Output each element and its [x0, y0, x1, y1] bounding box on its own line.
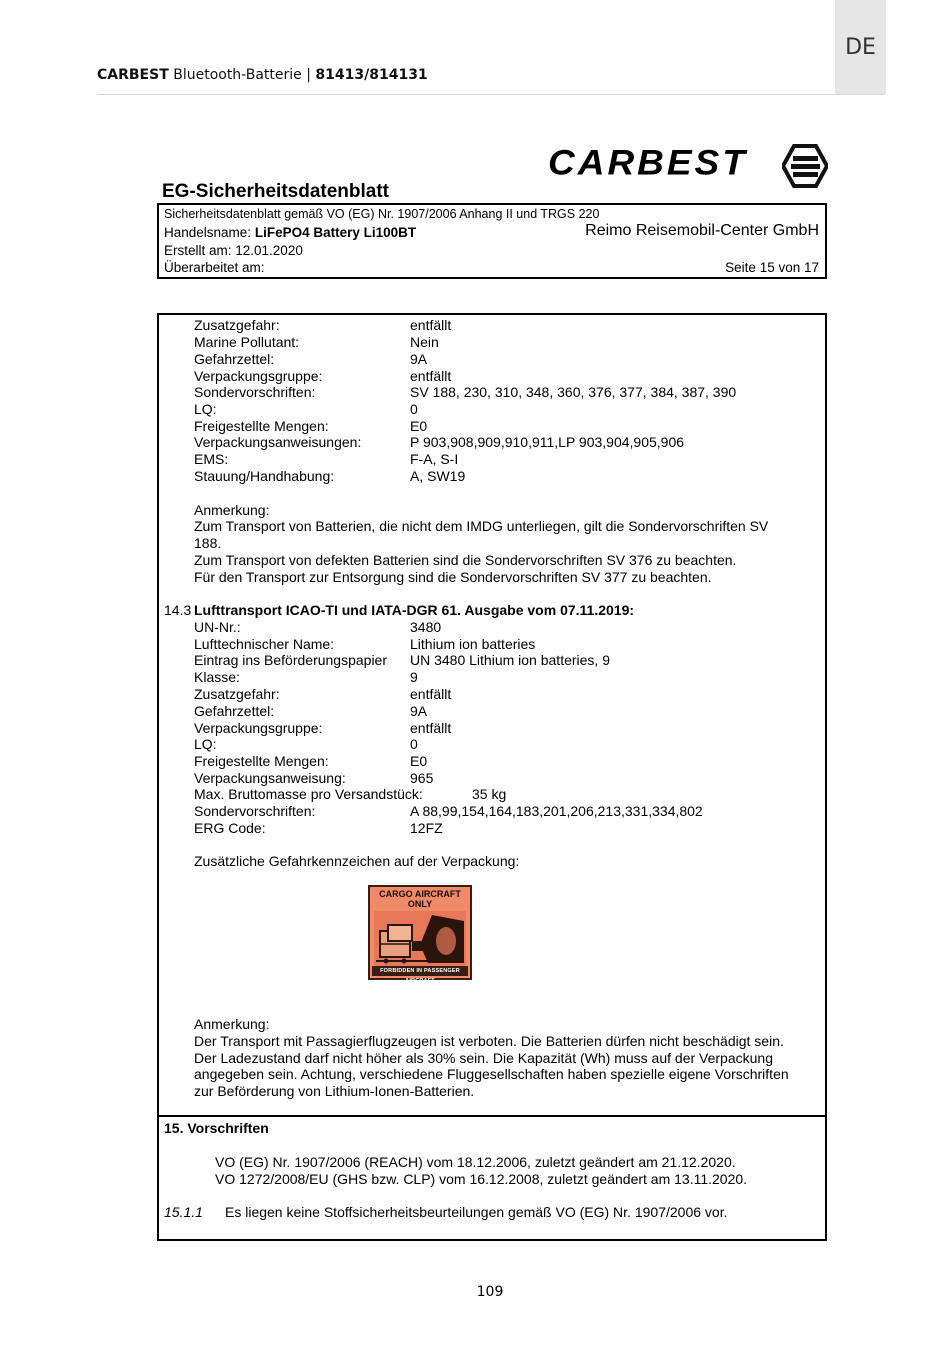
- regulation-line: VO (EG) Nr. 1907/2006 (REACH) vom 18.12.2006, zuletzt geändert am 21.12.2020.: [215, 1154, 736, 1170]
- trade-name-value: LiFePO4 Battery Li100BT: [254, 225, 417, 240]
- header-brand: CARBEST: [97, 67, 169, 83]
- revised-date: Überarbeitet am:: [164, 260, 265, 275]
- page-number: 109: [476, 1284, 504, 1300]
- cargo-aircraft-only-label: [368, 885, 472, 984]
- extra-hazard-marks-text: Zusätzliche Gefahrkennzeichen auf der Verpackung:: [194, 853, 520, 869]
- sheet-title: EG-Sicherheitsdatenblatt: [162, 181, 389, 202]
- air-note-line: Der Ladezustand darf nicht höher als 30% sein. Die Kapazität (Wh) muss auf der Verpackung: [194, 1050, 773, 1066]
- air-note-title: Anmerkung:: [194, 1016, 270, 1032]
- section-divider: [159, 1115, 825, 1117]
- trade-name-line: [164, 225, 416, 240]
- header-product: Bluetooth-Batterie: [173, 67, 302, 83]
- sea-note-line: Zum Transport von Batterien, die nicht dem IMDG unterliegen, gilt die Sondervorschriften SV: [194, 518, 769, 534]
- created-date: Erstellt am: 12.01.2020: [164, 243, 303, 258]
- air-section-number: 14.3: [164, 602, 192, 618]
- company-name: Reimo Reisemobil-Center GmbH: [585, 222, 819, 239]
- cargo-aircraft-icon: [374, 911, 466, 966]
- sea-note-line: Zum Transport von defekten Batterien sind die Sondervorschriften SV 376 zu beachten.: [194, 552, 737, 568]
- logo-emblem-icon: [782, 144, 828, 188]
- header-divider: [97, 94, 885, 95]
- air-section-title: Lufttransport ICAO-TI und IATA-DGR 61. Ausgabe vom 07.11.2019:: [194, 602, 635, 618]
- content-box: Zusatzgefahr: entfällt Marine Pollutant: Nein Gefahrzettel: 9A Verpackungsgruppe: entfällt Sondervorschriften: SV 188, 230, 310, 348, 360, 376, 377, 384, 387, 390 LQ: 0 Freigestellte Mengen: E0 Verpackungsanweisungen: P 903,908,909,910,911,LP 903,904,905,906 EMS: F-A, S-I Stauung/Handhabung: A, SW19 Anmerkung: Zum Transport von Batterien, die nicht dem IMDG unterliegen, gilt die Sondervorschriften SV 188. Zum Transport von defekten Batterien sind die Sondervorschriften SV 376 zu beachten. Für den Transport zur Entsorgung sind die Sondervorschriften SV 377 zu beachten. 14.3 Lufttransport ICAO-TI und IATA-DGR 61. Ausgabe vom 07.11.2019: UN-Nr.: 3480 Lufttechnischer Name: Lithium ion batteries Eintrag ins Beförderungspapier UN 3480 Lithium ion batteries, 9 Klasse: 9 Zusatzgefahr: entfällt Gefahrzettel: 9A Verpackungsgruppe: entfällt LQ: 0 Freigestellte Mengen: E0 Verpackungsanweisung: 965 Max. Bruttomasse pro Versandstück: 35 kg Sondervorschriften: A 88,99,154,164,183,201,206,213,331,334,802 ERG Code: 12FZ Zusätzliche Gefahrkennzeichen auf der Verpackung: CARGO AIRCRAFT ONLY FORBIDDEN IN PASSENGER AIRCRAFT Anmerkung: Der Transport mit Passagierflugzeugen ist verboten. Die Batterien dürfen nicht beschädigt sein. Der Ladezustand darf nicht höher als 30% sein. Die Kapazität (Wh) muss auf der Verpackung angegeben sein. Achtung, verschiedene Fluggesellschaften haben spezielle eigene Vorschriften zur Beförderung von Lithium-Ionen-Batterien. 15. Vorschriften VO (EG) Nr. 1907/2006 (REACH) vom 18.12.2006, zuletzt geändert am 21.12.2020. VO 1272/2008/EU (GHS bzw. CLP) vom 16.12.2008, zuletzt geändert am 13.11.2020. 15.1.1 Es liegen keine Stoffsicherheitsbeurteilungen gemäß VO (EG) Nr. 1907/2006 vor.: [157, 313, 827, 1241]
- logo-wordmark: CARBEST: [548, 143, 748, 182]
- sea-note-line: Für den Transport zur Entsorgung sind die Sondervorschriften SV 377 zu beachten.: [194, 569, 712, 585]
- subsection-text: Es liegen keine Stoffsicherheitsbeurteilungen gemäß VO (EG) Nr. 1907/2006 vor.: [225, 1204, 728, 1220]
- running-header: [97, 67, 428, 83]
- regulation-line: VO 1272/2008/EU (GHS bzw. CLP) vom 16.12.2008, zuletzt geändert am 13.11.2020.: [215, 1171, 748, 1187]
- header-models: 81413/814131: [315, 67, 428, 83]
- trade-name-label: Handelsname:: [164, 225, 252, 240]
- section-15-heading: 15. Vorschriften: [164, 1120, 269, 1136]
- air-note-line: angegeben sein. Achtung, verschiedene Fluggesellschaften haben spezielle eigene Vorschriften: [194, 1066, 789, 1082]
- sheet-meta-box: [157, 203, 827, 279]
- language-tab: DE: [835, 0, 886, 94]
- regulation-line: Sicherheitsdatenblatt gemäß VO (EG) Nr. 1907/2006 Anhang II und TRGS 220: [164, 207, 600, 221]
- air-note-line: zur Beförderung von Lithium-Ionen-Batterien.: [194, 1083, 475, 1099]
- sea-note-title: Anmerkung:: [194, 502, 270, 518]
- page-of-total: Seite 15 von 17: [725, 260, 819, 275]
- header-separator: |: [306, 67, 311, 83]
- air-note-line: Der Transport mit Passagierflugzeugen ist verboten. Die Batterien dürfen nicht beschädigt sein.: [194, 1033, 784, 1049]
- subsection-number: 15.1.1: [164, 1204, 203, 1220]
- label-bottom-text: FORBIDDEN IN PASSENGER AIRCRAFT: [372, 966, 468, 976]
- carbest-logo: [548, 142, 830, 190]
- label-top-text: CARGO AIRCRAFT ONLY: [372, 889, 468, 911]
- sea-note-line: 188.: [194, 535, 222, 551]
